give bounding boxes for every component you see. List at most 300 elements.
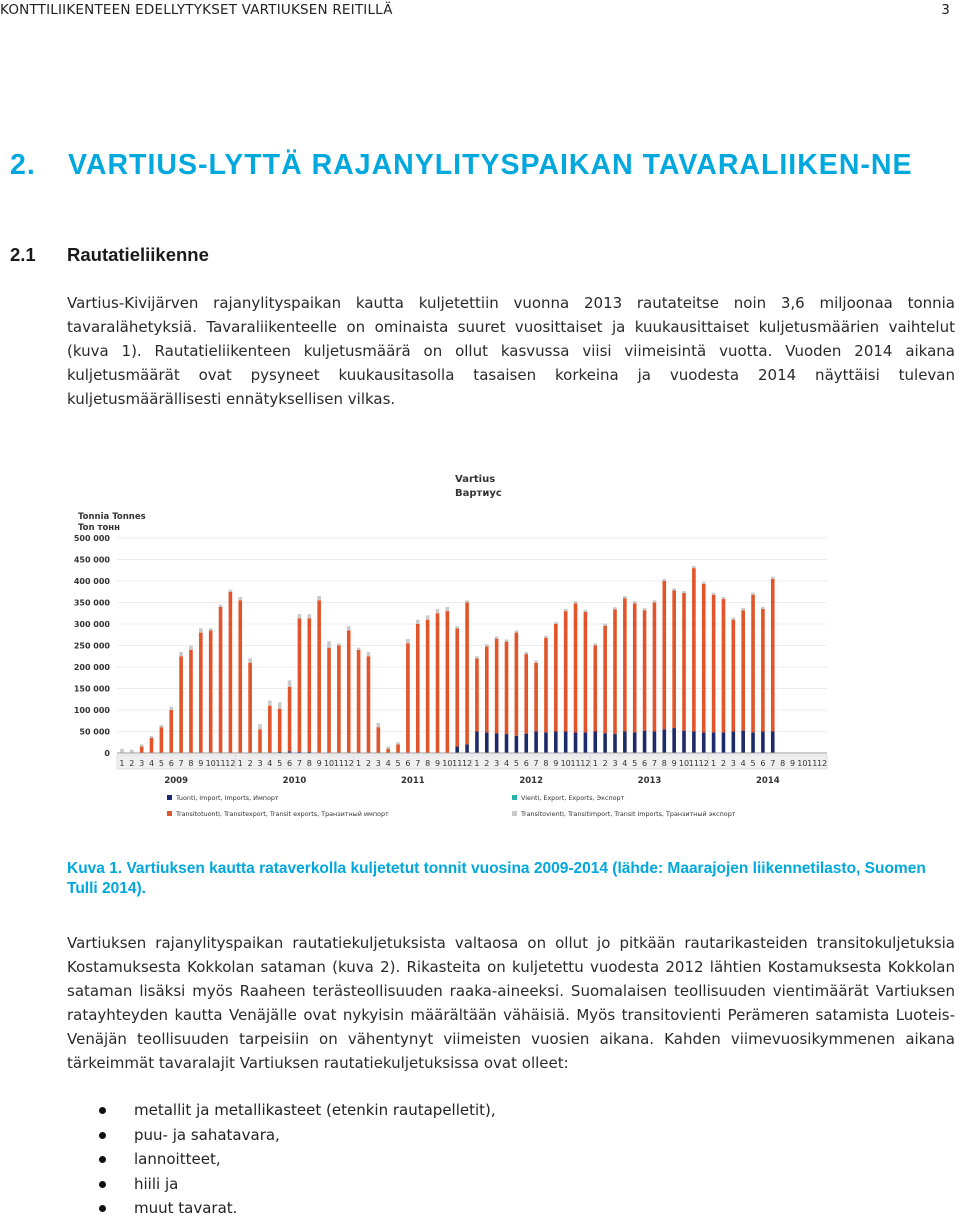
x-tick-label: 4	[385, 759, 391, 768]
year-label: 2013	[637, 776, 662, 786]
bar-segment	[317, 596, 321, 600]
bar-segment	[396, 742, 400, 744]
x-tick-label: 6	[760, 759, 766, 768]
bar-segment	[307, 618, 311, 751]
bar-segment	[702, 582, 706, 584]
bars	[120, 566, 774, 753]
y-axis-label-line2: Ton тонн	[78, 523, 121, 533]
x-tick-label: 3	[730, 759, 736, 768]
x-tick-label: 8	[543, 759, 549, 768]
x-tick-label: 12	[225, 759, 236, 768]
bar-segment	[199, 633, 203, 753]
bar-segment	[160, 727, 164, 753]
bar-segment	[732, 618, 736, 620]
bar-segment	[643, 610, 647, 730]
x-tick-label: 4	[740, 759, 746, 768]
bar-segment	[771, 577, 775, 579]
x-tick-label: 2	[129, 759, 135, 768]
bullet-text: lannoitteet,	[134, 1150, 221, 1168]
bar-segment	[554, 622, 558, 624]
x-tick-label: 8	[780, 759, 786, 768]
x-tick-label: 11	[570, 759, 581, 768]
x-tick-label: 9	[316, 759, 322, 768]
bar-segment	[455, 747, 459, 753]
bar-segment	[229, 590, 233, 592]
bar-segment	[515, 633, 519, 736]
bar-segment	[515, 736, 519, 753]
x-tick-label: 7	[296, 759, 302, 768]
x-tick-label: 2	[602, 759, 608, 768]
bar-segment	[633, 603, 637, 732]
section-title: VARTIUS-LYTTÄ RAJANYLITYSPAIKAN TAVARALIIKEN-NE	[68, 149, 913, 181]
bar-segment	[593, 732, 597, 754]
x-tick-label: 8	[661, 759, 667, 768]
bar-segment	[544, 636, 548, 638]
bar-segment	[406, 643, 410, 753]
bar-segment	[682, 591, 686, 593]
chart-title-line2: Вартиус	[455, 488, 502, 499]
chart-title-line1: Vartius	[455, 474, 496, 485]
bar-segment	[426, 620, 430, 753]
bar-segment	[169, 710, 173, 753]
bar-segment	[436, 609, 440, 613]
bar-segment	[288, 687, 292, 752]
bar-segment	[179, 652, 183, 656]
x-tick-label: 1	[356, 759, 362, 768]
bullet-item	[67, 1172, 496, 1197]
bar-segment	[258, 724, 262, 729]
bar-segment	[722, 732, 726, 753]
legend-swatch	[167, 811, 172, 816]
bar-segment	[613, 609, 617, 734]
legend-label: Transitotuonti, Transitexport, Transit exports, Транзитный импорт	[176, 810, 389, 818]
section-heading	[10, 146, 955, 184]
figure-caption: Kuva 1. Vartiuksen kautta rataverkolla kuljetetut tonnit vuosina 2009-2014 (lähde: Maarajojen liikennetilasto, Suomen Tulli 2014).	[67, 860, 926, 897]
y-tick-label: 50 000	[79, 727, 110, 737]
bar-segment	[268, 706, 272, 753]
bar-segment	[672, 588, 676, 590]
bullet-text: puu- ja sahatavara,	[134, 1125, 280, 1144]
x-tick-label: 5	[632, 759, 638, 768]
bar-segment	[327, 648, 331, 753]
x-tick-label: 1	[119, 759, 125, 768]
bar-segment	[357, 650, 361, 753]
x-tick-label: 3	[375, 759, 381, 768]
bar-segment	[219, 605, 223, 607]
bar-segment	[574, 603, 578, 732]
bar-segment	[692, 568, 696, 731]
legend-swatch	[512, 811, 517, 816]
x-tick-label: 10	[797, 759, 808, 768]
bar-segment	[455, 626, 459, 628]
y-gridlines	[117, 538, 827, 753]
bar-segment	[761, 607, 765, 609]
x-tick-label: 12	[698, 759, 709, 768]
bar-segment	[574, 601, 578, 603]
bar-segment	[298, 618, 302, 751]
bullet-dot	[99, 1107, 106, 1114]
subsection-heading	[10, 244, 209, 266]
bar-segment	[682, 593, 686, 731]
x-tick-label: 11	[688, 759, 699, 768]
bar-segment	[574, 732, 578, 753]
bar-segment	[475, 658, 479, 731]
bar-segment	[455, 628, 459, 746]
x-tick-label: 2	[720, 759, 727, 768]
bar-segment	[416, 624, 420, 753]
body-paragraph: Vartiuksen rajanylityspaikan rautatiekuljetuksista valtaosa on ollut jo pitkään rautarikasteiden transitokuljetuksia Kostamuksesta Kokkolan sataman (kuva 2). Rikasteita on kuljetettu vuodesta 2012 lähtien Kostamuksesta Kokkolan sataman lisäksi myös Raaheen terästeollisuuden raaka-aineeksi. Suomalaisen teollisuuden vientimäärät Vartiuksen ratayhteyden kautta Venäjälle ovat nykyisin määrältään vähäisiä. Myös transitovienti Perämeren satamista Luoteis-Venäjän teollisuuden tarpeisiin on vähentynyt viimeisten vuosien aikana. Kahden viimevuosikymmenen aikana tärkeimmät tavaralajit Vartiuksen rautatiekuljetuksissa ovat olleet:	[67, 934, 955, 1072]
bar-segment	[702, 732, 706, 753]
bar-segment	[140, 747, 144, 753]
bar-segment	[446, 607, 450, 611]
year-label: 2014	[755, 776, 780, 786]
x-tick-label: 9	[789, 759, 796, 768]
legend-label: Vienti, Export, Exports, Экспорт	[521, 794, 625, 802]
y-tick-labels	[74, 534, 111, 758]
bar-segment	[603, 733, 607, 753]
x-tick-label: 7	[415, 759, 421, 768]
running-title: KONTTILIIKENTEEN EDELLYTYKSET VARTIUKSEN REITILLÄ	[0, 2, 393, 18]
x-tick-label: 9	[553, 759, 559, 768]
bar-segment	[751, 595, 755, 733]
bar-segment	[692, 732, 696, 754]
bar-segment	[465, 603, 469, 745]
bar-segment	[712, 595, 716, 733]
x-tick-label: 10	[323, 759, 335, 768]
x-tick-label: 7	[533, 759, 539, 768]
y-axis-label-line1: Tonnia Tonnes	[78, 512, 146, 522]
x-tick-label: 5	[395, 759, 401, 768]
figure-chart	[67, 462, 857, 827]
bar-chart	[67, 462, 857, 827]
bar-segment	[682, 731, 686, 753]
x-tick-label: 3	[257, 759, 263, 768]
x-tick-label: 11	[333, 759, 344, 768]
bar-segment	[613, 607, 617, 609]
bar-segment	[377, 727, 381, 753]
bar-segment	[169, 707, 173, 710]
bar-segment	[367, 656, 371, 753]
bar-segment	[623, 598, 627, 731]
bar-segment	[761, 609, 765, 732]
bar-segment	[505, 639, 509, 641]
bar-segment	[386, 747, 390, 749]
bar-segment	[712, 593, 716, 595]
bar-segment	[505, 734, 509, 753]
bar-segment	[406, 639, 410, 643]
bar-segment	[495, 636, 499, 638]
bar-segment	[475, 732, 479, 754]
bar-segment	[189, 646, 193, 650]
bar-segment	[199, 628, 203, 632]
year-label: 2009	[164, 776, 189, 786]
x-tick-label: 12	[461, 759, 473, 768]
bar-segment	[495, 639, 499, 734]
bar-segment	[593, 646, 597, 732]
x-tick-label: 10	[560, 759, 571, 768]
legend-swatch	[167, 795, 172, 800]
bar-segment	[416, 620, 420, 624]
bar-segment	[544, 638, 548, 733]
x-tick-label: 8	[188, 759, 194, 768]
bar-segment	[140, 744, 144, 746]
bar-segment	[662, 579, 666, 581]
bar-segment	[771, 579, 775, 732]
y-tick-label: 350 000	[73, 598, 110, 608]
bar-segment	[258, 729, 262, 753]
bar-segment	[741, 610, 745, 730]
bullet-item	[67, 1196, 496, 1221]
bar-segment	[209, 628, 213, 630]
bar-segment	[534, 663, 538, 732]
x-tick-label: 11	[452, 759, 463, 768]
subsection-number: 2.1	[10, 244, 36, 265]
bar-segment	[485, 644, 489, 646]
bar-segment	[524, 652, 528, 654]
x-tick-label: 5	[158, 759, 164, 768]
bar-segment	[672, 728, 676, 753]
legend-label: Transitovienti, Transitimport, Transit imports, Транзитный экспорт	[521, 810, 736, 818]
bar-segment	[150, 736, 154, 738]
x-tick-label: 4	[267, 759, 273, 768]
page-number: 3	[941, 2, 950, 18]
x-tick-label: 3	[139, 759, 145, 768]
bullet-dot	[99, 1205, 106, 1212]
x-tick-label: 3	[494, 759, 500, 768]
bar-segment	[278, 709, 282, 752]
bar-segment	[298, 614, 302, 618]
bar-segment	[485, 646, 489, 732]
y-tick-label: 0	[104, 749, 110, 758]
bar-segment	[633, 601, 637, 603]
bar-segment	[436, 613, 440, 753]
bar-segment	[367, 652, 371, 656]
bar-segment	[722, 599, 726, 732]
x-tick-label: 5	[513, 759, 519, 768]
bar-segment	[603, 624, 607, 626]
x-tick-label: 12	[816, 759, 828, 768]
bar-segment	[653, 603, 657, 732]
bar-segment	[238, 600, 242, 753]
bar-segment	[327, 641, 331, 647]
bar-segment	[219, 607, 223, 753]
section-number: 2.	[10, 149, 36, 181]
bar-segment	[722, 597, 726, 599]
x-tick-label: 9	[434, 759, 441, 768]
bar-segment	[238, 597, 242, 600]
bar-segment	[317, 600, 321, 753]
bullet-list	[67, 1098, 496, 1221]
bar-segment	[475, 656, 479, 658]
bullet-text: hiili ja	[134, 1174, 179, 1193]
bullet-item	[67, 1147, 496, 1172]
bar-segment	[662, 729, 666, 753]
bar-segment	[712, 732, 716, 753]
bar-segment	[761, 732, 765, 754]
y-tick-label: 300 000	[73, 620, 110, 629]
bar-segment	[396, 744, 400, 753]
x-tick-label: 8	[306, 759, 312, 768]
bar-segment	[337, 646, 341, 754]
x-tick-label: 3	[612, 759, 618, 768]
y-tick-label: 500 000	[73, 534, 110, 543]
bar-segment	[377, 723, 381, 727]
x-tick-label: 12	[580, 759, 591, 768]
x-tick-label: 1	[592, 759, 598, 768]
bullet-text: muut tavarat.	[134, 1199, 238, 1217]
bar-segment	[584, 612, 588, 732]
x-tick-label: 2	[247, 759, 253, 768]
bar-segment	[505, 642, 509, 734]
y-tick-label: 200 000	[73, 663, 110, 672]
x-tick-label: 6	[168, 759, 174, 768]
bar-segment	[702, 584, 706, 732]
x-tick-label: 10	[678, 759, 690, 768]
bar-segment	[160, 725, 164, 727]
x-tick-label: 4	[622, 759, 628, 768]
bar-segment	[446, 611, 450, 753]
bar-segment	[672, 590, 676, 728]
bar-segment	[229, 592, 233, 753]
bullet-dot	[99, 1156, 106, 1163]
x-tick-label: 11	[807, 759, 818, 768]
bar-segment	[515, 630, 519, 632]
x-tick-label: 12	[343, 759, 354, 768]
x-tick-label: 4	[503, 759, 510, 768]
bar-segment	[692, 566, 696, 568]
bar-segment	[524, 734, 528, 753]
y-tick-label: 450 000	[73, 555, 110, 565]
bar-segment	[554, 624, 558, 732]
bar-segment	[248, 658, 252, 662]
x-tick-label: 9	[671, 759, 677, 768]
bullet-text: metallit ja metallikasteet (etenkin rautapelletit),	[134, 1101, 496, 1119]
bar-segment	[485, 732, 489, 753]
bar-segment	[347, 626, 351, 630]
bar-segment	[732, 732, 736, 754]
bar-segment	[465, 744, 469, 753]
x-tick-label: 7	[770, 759, 776, 768]
bar-segment	[564, 609, 568, 611]
bar-segment	[288, 680, 292, 686]
legend-label: Tuonti, Import, Imports, Импорт	[176, 794, 279, 802]
bar-segment	[623, 732, 627, 754]
bar-segment	[386, 749, 390, 753]
bar-segment	[603, 626, 607, 734]
bar-segment	[653, 600, 657, 602]
y-tick-label: 150 000	[73, 684, 110, 694]
bar-segment	[534, 661, 538, 663]
bar-segment	[120, 749, 124, 753]
bar-segment	[643, 608, 647, 610]
bar-segment	[248, 663, 252, 753]
bar-segment	[771, 732, 775, 754]
x-tick-label: 10	[442, 759, 453, 768]
bar-segment	[643, 731, 647, 753]
bar-segment	[357, 648, 361, 650]
bar-segment	[584, 610, 588, 612]
bar-segment	[751, 593, 755, 595]
bar-segment	[426, 615, 430, 619]
bar-segment	[741, 608, 745, 610]
bar-segment	[662, 581, 666, 729]
year-label: 2010	[282, 776, 307, 786]
bar-segment	[209, 630, 213, 753]
x-tick-label: 2	[484, 759, 490, 768]
legend-swatch	[512, 795, 517, 800]
bullet-dot	[99, 1132, 106, 1139]
bar-segment	[179, 656, 183, 753]
x-tick-label: 1	[237, 759, 243, 768]
bar-segment	[524, 654, 528, 734]
intro-paragraph: Vartius-Kivijärven rajanylityspaikan kautta kuljetettiin vuonna 2013 rautateitse noin 3,6 miljoonaa tonnia tavaralähetyksiä. Tavaraliikenteelle on ominaista suuret vuosittaiset ja kuukausittaiset kuljetusmäärien vaihtelut (kuva 1). Rautatieliikenteen kuljetusmäärä on ollut kasvussa viisi viimeisintä vuotta. Vuoden 2014 aikana kuljetusmäärät ovat pysyneet kuukausitasolla tasaisen korkeina ja vuodesta 2014 näyttäisi tulevan kuljetusmäärällisesti ennätyksellisen vilkas.	[67, 294, 955, 408]
bar-segment	[613, 734, 617, 753]
y-tick-label: 250 000	[73, 641, 110, 651]
year-label: 2011	[400, 776, 425, 786]
bar-segment	[554, 732, 558, 754]
y-tick-label: 400 000	[73, 577, 110, 586]
bullet-item	[67, 1098, 496, 1123]
bar-segment	[268, 701, 272, 706]
bar-segment	[564, 611, 568, 731]
bar-segment	[278, 702, 282, 708]
bar-segment	[751, 732, 755, 753]
bar-segment	[584, 732, 588, 753]
bar-segment	[130, 750, 134, 753]
bar-segment	[307, 614, 311, 618]
subsection-title: Rautatieliikenne	[67, 244, 209, 265]
x-tick-label: 7	[651, 759, 657, 768]
bullet-dot	[99, 1181, 106, 1188]
x-tick-label: 5	[750, 759, 756, 768]
year-label: 2012	[519, 776, 544, 786]
x-tick-label: 5	[277, 759, 283, 768]
legend	[167, 794, 736, 818]
bar-segment	[495, 733, 499, 753]
bar-segment	[564, 732, 568, 754]
x-tick-label: 8	[425, 759, 431, 768]
bar-segment	[465, 600, 469, 602]
bullet-item	[67, 1123, 496, 1148]
x-tick-label: 6	[287, 759, 293, 768]
bar-segment	[653, 732, 657, 754]
bar-segment	[189, 650, 193, 753]
x-tick-label: 11	[215, 759, 226, 768]
bar-segment	[337, 643, 341, 645]
bar-segment	[741, 731, 745, 753]
x-tick-label: 4	[148, 759, 155, 768]
x-tick-label: 1	[474, 759, 480, 768]
x-tick-label: 6	[642, 759, 648, 768]
bar-segment	[623, 596, 627, 598]
x-tick-label: 2	[365, 759, 372, 768]
x-tick-label: 7	[178, 759, 184, 768]
y-tick-label: 100 000	[73, 706, 110, 715]
x-tick-label: 9	[198, 759, 204, 768]
x-axis	[117, 753, 827, 786]
bar-segment	[633, 732, 637, 753]
x-tick-label: 10	[205, 759, 216, 768]
x-tick-label: 1	[711, 759, 717, 768]
bar-segment	[150, 738, 154, 753]
bar-segment	[347, 630, 351, 753]
bar-segment	[732, 620, 736, 732]
x-tick-label: 6	[523, 759, 529, 768]
bar-segment	[544, 732, 548, 753]
bar-segment	[534, 732, 538, 754]
bar-segment	[593, 643, 597, 645]
x-tick-label: 6	[405, 759, 411, 768]
